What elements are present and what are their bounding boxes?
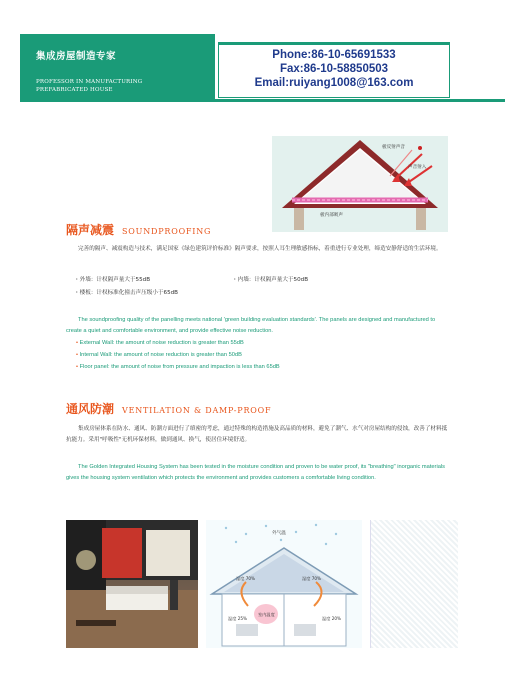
diagram2-label-outdoor: 外气温: [272, 531, 286, 536]
phone-text: Phone:86-10-65691533: [272, 49, 396, 61]
diagram1-label-reflect: 板反射声音: [382, 145, 405, 150]
ventilation-cn-paragraph: 集成房屋体系在防水、通风、防潮方面进行了缜密的考虑，通过特殊的构造措施及高品质的材料，避免了潮气、水气对房屋结构的侵蚀，改善了材料抵抗能力。采用"呼吸性"无机环保材料，做到通风、换气，使居住环境舒适。: [66, 426, 448, 443]
diagram2-label-bottom-left: 温度 25%: [228, 616, 248, 621]
material-texture-photo: [370, 520, 458, 648]
soundproofing-title-en: SOUNDPROOFING: [122, 227, 212, 236]
ventilation-title-cn: 通风防潮: [66, 402, 115, 416]
ventilation-title-en: VENTILATION & DAMP-PROOF: [122, 406, 272, 415]
diagram2-label-indoor: 室内温度: [258, 612, 275, 617]
contact-box: [218, 42, 450, 98]
ventilation-en-paragraph: The Golden Integrated Housing System has been tested in the moisture condition and proven to be water proof, its "breathing" inorganic materials gives the housing system ventilation which protects the environment and provides customers a comfortable living condition.: [66, 464, 445, 481]
diagram2-label-right-humidity: 湿度 70%: [302, 576, 322, 581]
brand-title: 集成房屋制造专家: [36, 51, 117, 62]
interior-room-photo: [66, 520, 198, 648]
diagram2-label-left-humidity: 湿度 70%: [236, 576, 256, 581]
soundproofing-cn-bullet-floor: ・楼板：计权标准化撞击声压级小于65dB: [74, 290, 179, 296]
fax-text: Fax:86-10-58850503: [279, 63, 389, 75]
brand-subtitle-line1: PROFESSOR IN MANUFACTURING: [36, 79, 143, 85]
brand-subtitle: [36, 78, 142, 94]
header: [0, 34, 512, 102]
soundproofing-cn-bullet-external: ・外墙：计权隔声量大于55dB: [74, 277, 151, 283]
soundproofing-heading: [66, 221, 211, 238]
soundproofing-en-paragraph: The soundproofing quality of the panelling meets national 'green building evaluation standards'. The panels are designed and manufactured to create a quiet and comfortable environment, and provide effective noise reduction.: [66, 317, 436, 334]
soundproofing-en-bullet-external: • External Wall: the amount of noise reduction is greater than 55dB: [76, 338, 244, 349]
brand-subtitle-line2: PREFABRICATED HOUSE: [36, 87, 113, 93]
ventilation-diagram: [206, 520, 362, 648]
soundproofing-en-bullet-internal: • Internal Wall: the amount of noise reduction is greater than 50dB: [76, 350, 242, 361]
diagram1-label-absorb: 板内部吸声: [320, 213, 343, 218]
ventilation-images: [66, 520, 458, 648]
soundproofing-en-bullet-floor: • Floor panel: the amount of noise from pressure and impaction is less than 65dB: [76, 362, 280, 373]
soundproofing-roof-diagram: [272, 136, 448, 232]
diagram1-label-sound-in: 声音射入: [408, 165, 427, 170]
email-link[interactable]: Email:ruiyang1008@163.com: [254, 77, 414, 89]
soundproofing-cn-paragraph: 完善的隔声、减震构造与技术，满足国家《绿色建筑评价标准》隔声要求，按照人耳生理敏感指标，着重进行专业处理，缔造安静舒适的生活环境。: [78, 246, 442, 252]
brand-block: [20, 34, 215, 102]
diagram2-label-bottom-right: 温度 20%: [322, 616, 342, 621]
ventilation-heading: [66, 400, 271, 417]
header-divider: [215, 99, 505, 102]
soundproofing-title-cn: 隔声减震: [66, 223, 115, 237]
soundproofing-cn-bullet-internal: ・内墙：计权隔声量大于50dB: [232, 277, 309, 283]
